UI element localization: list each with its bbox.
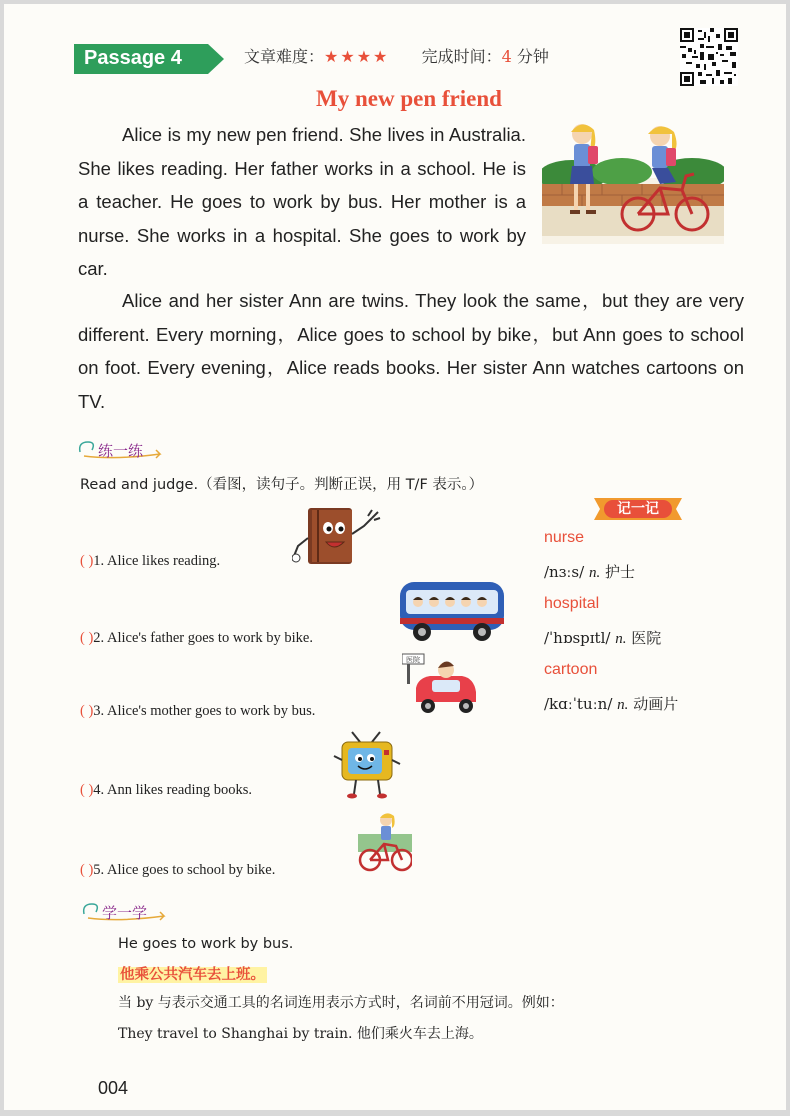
learn-translation-wrapper — [118, 963, 267, 984]
time-unit: 分钟 — [516, 47, 549, 66]
vocab-def-nurse — [544, 561, 635, 582]
phonetic-hospital: /ˈhɒspɪtl/ — [544, 629, 611, 647]
question-3 — [80, 703, 315, 720]
question-5-text: 5. Alice goes to school by bike. — [93, 862, 276, 878]
learn-translation: 他乘公共汽车去上班。 — [120, 967, 265, 983]
answer-blank-5[interactable]: ( ) — [80, 862, 94, 878]
pos-nurse: n. — [588, 565, 601, 581]
memorize-label: 记一记 — [617, 501, 659, 517]
question-1 — [80, 553, 220, 570]
passage-title: My new pen friend — [316, 86, 502, 111]
qr-code-icon[interactable] — [680, 28, 738, 86]
time-label: 完成时间： — [421, 47, 502, 66]
vocab-word-cartoon: cartoon — [544, 661, 598, 678]
vocab-word-hospital: hospital — [544, 595, 600, 612]
phonetic-cartoon: /kɑːˈtuːn/ — [544, 695, 613, 713]
question-4 — [80, 782, 252, 799]
pos-cartoon: n. — [617, 697, 629, 713]
meaning-hospital: 医院 — [631, 629, 662, 647]
answer-blank-1[interactable]: ( ) — [80, 553, 94, 569]
paragraph-2 — [78, 284, 744, 418]
time-value: 4 — [501, 47, 512, 66]
girls-walking-biking-illustration — [542, 118, 724, 244]
question-2 — [80, 630, 313, 647]
practice-section-label — [76, 434, 176, 464]
vocab-def-cartoon — [544, 693, 678, 714]
question-2-text: 2. Alice's father goes to work by bike. — [93, 630, 313, 646]
answer-blank-4[interactable]: ( ) — [80, 782, 94, 798]
tv-character-icon — [332, 730, 402, 800]
phonetic-nurse: /nɜːs/ — [544, 563, 585, 581]
question-5 — [80, 862, 275, 879]
paragraph-2-text: Alice and her sister Ann are twins. They look the same，but they are very different. Every morning，Alice goes to school by bike，but Ann goes to school on foot. Every evening，Alice reads books. Her sister Ann watches cartoons on TV. — [78, 290, 744, 412]
car-with-hospital-sign-icon — [402, 652, 484, 718]
vocab-word-nurse: nurse — [544, 529, 585, 546]
learn-rule: 当 by 与表示交通工具的名词连用表示方式时，名词前不用冠词。例如： — [118, 995, 564, 1011]
paragraph-1-text: Alice is my new pen friend. She lives in Australia. She likes reading. Her father works in a school. He is a teacher. He goes to work by bus. Her mother is a nurse. She works in a hospital. She goes to work by car. — [78, 124, 526, 279]
meaning-nurse: 护士 — [604, 563, 635, 581]
vocab-def-hospital — [544, 627, 661, 648]
practice-instruction: Read and judge.（看图，读句子。判断正误，用 T/F 表示。） — [80, 477, 484, 493]
answer-blank-3[interactable]: ( ) — [80, 703, 94, 719]
passage-tag — [74, 44, 224, 74]
learn-example-2: They travel to Shanghai by train. 他们乘火车去上海。 — [118, 1026, 483, 1042]
passage-meta — [244, 44, 549, 67]
passage-label: Passage 4 — [84, 47, 182, 69]
question-3-text: 3. Alice's mother goes to work by bus. — [93, 703, 316, 719]
learn-example: He goes to work by bus. — [118, 936, 294, 952]
question-1-text: 1. Alice likes reading. — [93, 553, 221, 569]
learn-label: 学一学 — [102, 904, 148, 922]
hospital-sign-text: 医院 — [406, 656, 420, 664]
workbook-page — [4, 4, 786, 1110]
practice-label: 练一练 — [98, 442, 144, 460]
pos-hospital: n. — [615, 631, 627, 647]
bus-icon — [396, 576, 508, 644]
question-4-text: 4. Ann likes reading books. — [93, 782, 252, 798]
answer-blank-2[interactable]: ( ) — [80, 630, 94, 646]
difficulty-label: 文章难度： — [244, 47, 325, 66]
difficulty-stars: ★★★★ — [324, 47, 390, 66]
girl-on-bike-icon — [358, 810, 412, 874]
learn-section-label — [80, 896, 180, 926]
meaning-cartoon: 动画片 — [633, 695, 679, 713]
page-number: 004 — [98, 1078, 129, 1098]
book-character-icon — [292, 504, 384, 568]
paragraph-1 — [78, 118, 526, 286]
